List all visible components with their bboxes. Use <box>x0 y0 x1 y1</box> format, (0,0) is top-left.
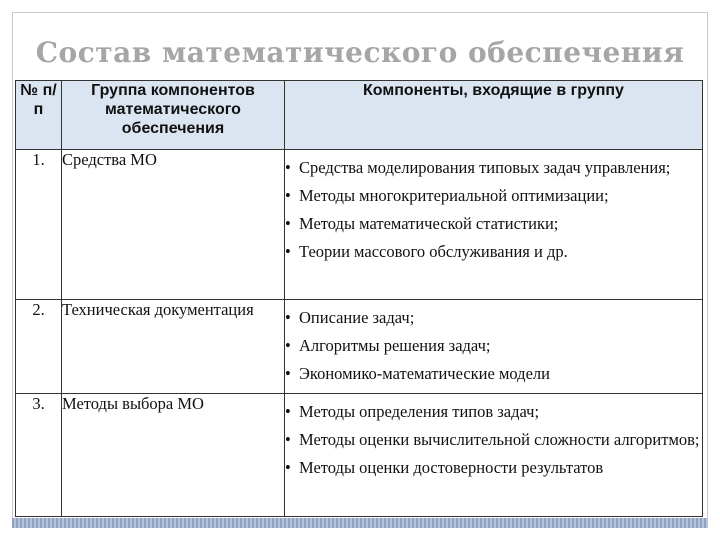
list-item: • Методы определения типов задач; <box>285 402 702 422</box>
list-item: • Методы оценки достоверности результатов <box>285 458 702 478</box>
row-components <box>285 394 703 517</box>
row-num: 2. <box>16 300 62 394</box>
list-item: • Описание задач; <box>285 308 702 328</box>
list-item: • Экономико-математические модели <box>285 364 702 384</box>
header-components: Компоненты, входящие в группу <box>285 81 703 150</box>
list-item: • Методы оценки вычислительной сложности алгоритмов; <box>285 430 702 450</box>
list-item: • Теории массового обслуживания и др. <box>285 242 702 262</box>
row-group: Методы выбора МО <box>62 394 285 517</box>
row-group: Средства МО <box>62 150 285 300</box>
row-num: 3. <box>16 394 62 517</box>
table-header-row <box>16 81 703 150</box>
frame-right-border <box>707 78 708 518</box>
row-components <box>285 300 703 394</box>
list-item: • Методы математической статистики; <box>285 214 702 234</box>
list-item: • Алгоритмы решения задач; <box>285 336 702 356</box>
list-item: • Средства моделирования типовых задач управления; <box>285 158 702 178</box>
row-group: Техническая документация <box>62 300 285 394</box>
header-group: Группа компонентов математического обеспечения <box>62 81 285 150</box>
row-num: 1. <box>16 150 62 300</box>
header-num: № п/п <box>16 81 62 150</box>
table-row <box>16 300 703 394</box>
table-row <box>16 150 703 300</box>
list-item: • Методы многокритериальной оптимизации; <box>285 186 702 206</box>
components-table <box>15 80 703 517</box>
row-components <box>285 150 703 300</box>
bottom-decor-bar <box>12 518 708 528</box>
table-row <box>16 394 703 517</box>
slide-title: Состав математического обеспечения <box>35 36 685 69</box>
frame-left-border <box>12 78 13 518</box>
